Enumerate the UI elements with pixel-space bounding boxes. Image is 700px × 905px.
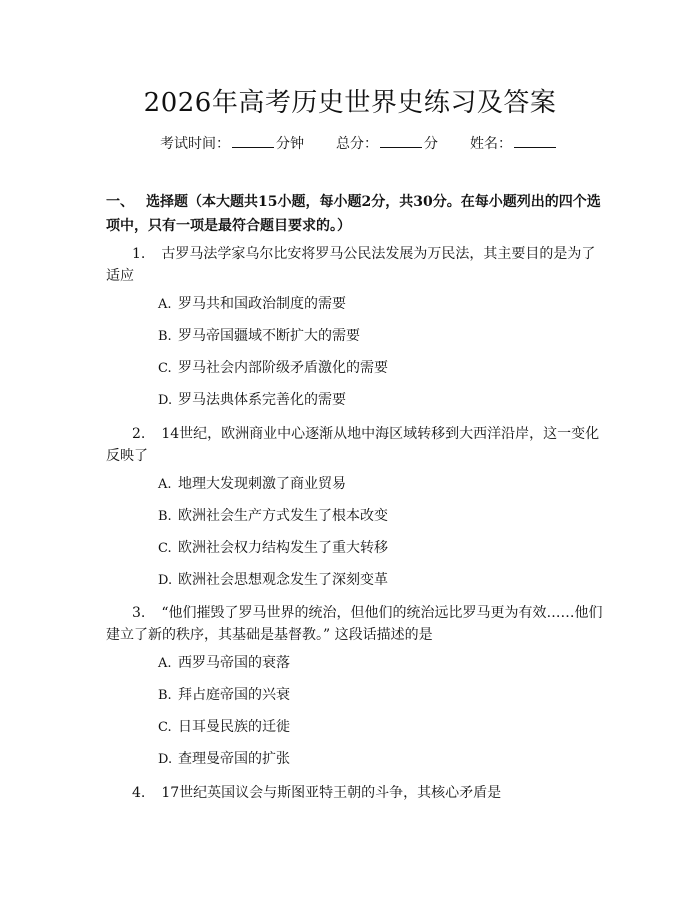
option-text: 地理大发现刺激了商业贸易	[178, 476, 346, 492]
option-letter: A.	[158, 477, 172, 492]
question-text: 14世纪，欧洲商业中心逐渐从地中海区域转移到大西洋沿岸，这一变化反映了	[106, 426, 600, 464]
option-item[interactable]	[158, 570, 388, 591]
question-number: 1.	[132, 246, 146, 262]
option-text: 日耳曼民族的迁徙	[178, 719, 290, 735]
option-item[interactable]	[158, 474, 346, 495]
name-label: 姓名：	[470, 136, 512, 152]
option-letter: D.	[158, 393, 173, 408]
name-blank[interactable]	[514, 135, 556, 148]
option-text: 罗马法典体系完善化的需要	[178, 392, 346, 408]
option-letter: C.	[158, 720, 172, 735]
question-stem	[106, 423, 604, 467]
option-letter: C.	[158, 361, 172, 376]
time-unit: 分钟	[276, 136, 304, 152]
question-stem	[106, 782, 604, 804]
score-field	[336, 136, 438, 152]
time-blank[interactable]	[232, 135, 274, 148]
section-text: 选择题（本大题共15小题，每小题2分，共30分。在每小题列出的四个选项中，只有一项是最符合题目要求的。）	[106, 194, 601, 234]
name-field	[470, 136, 558, 152]
option-letter: A.	[158, 656, 172, 671]
option-item[interactable]	[158, 358, 388, 379]
option-item[interactable]	[158, 326, 360, 347]
option-letter: B.	[158, 509, 172, 524]
option-text: 欧洲社会权力结构发生了重大转移	[178, 540, 388, 556]
question-number: 3.	[132, 605, 146, 621]
option-letter: B.	[158, 688, 172, 703]
option-item[interactable]	[158, 653, 290, 674]
question-text: “他们摧毁了罗马世界的统治，但他们的统治远比罗马更为有效……他们建立了新的秩序，其基础是基督教。” 这段话描述的是	[106, 605, 603, 643]
option-text: 西罗马帝国的衰落	[178, 655, 290, 671]
exam-meta	[160, 133, 558, 153]
option-item[interactable]	[158, 294, 346, 315]
option-text: 查理曼帝国的扩张	[178, 751, 290, 767]
option-text: 罗马帝国疆域不断扩大的需要	[178, 328, 360, 344]
option-text: 罗马共和国政治制度的需要	[178, 296, 346, 312]
time-field	[160, 136, 304, 152]
option-text: 罗马社会内部阶级矛盾激化的需要	[178, 360, 388, 376]
option-item[interactable]	[158, 390, 346, 411]
time-label: 考试时间：	[160, 136, 230, 152]
option-item[interactable]	[158, 685, 290, 706]
option-text: 拜占庭帝国的兴衰	[178, 687, 290, 703]
score-blank[interactable]	[380, 135, 422, 148]
page-title: 2026年高考历史世界史练习及答案	[143, 88, 557, 118]
question-number: 4.	[132, 785, 146, 801]
question-text: 17世纪英国议会与斯图亚特王朝的斗争，其核心矛盾是	[161, 785, 502, 801]
question-text: 古罗马法学家乌尔比安将罗马公民法发展为万民法，其主要目的是为了适应	[106, 246, 596, 284]
option-text: 欧洲社会生产方式发生了根本改变	[178, 508, 388, 524]
option-item[interactable]	[158, 538, 388, 559]
option-letter: B.	[158, 329, 172, 344]
score-unit: 分	[424, 136, 438, 152]
section-heading	[106, 190, 606, 238]
question-stem	[106, 602, 604, 646]
option-letter: D.	[158, 752, 173, 767]
option-item[interactable]	[158, 506, 388, 527]
option-text: 欧洲社会思想观念发生了深刻变革	[178, 572, 388, 588]
score-label: 总分：	[336, 136, 378, 152]
option-item[interactable]	[158, 717, 290, 738]
option-letter: A.	[158, 297, 172, 312]
option-item[interactable]	[158, 749, 290, 770]
section-number: 一、	[106, 194, 134, 210]
question-number: 2.	[132, 426, 146, 442]
option-letter: D.	[158, 573, 173, 588]
question-stem	[106, 243, 604, 287]
option-letter: C.	[158, 541, 172, 556]
